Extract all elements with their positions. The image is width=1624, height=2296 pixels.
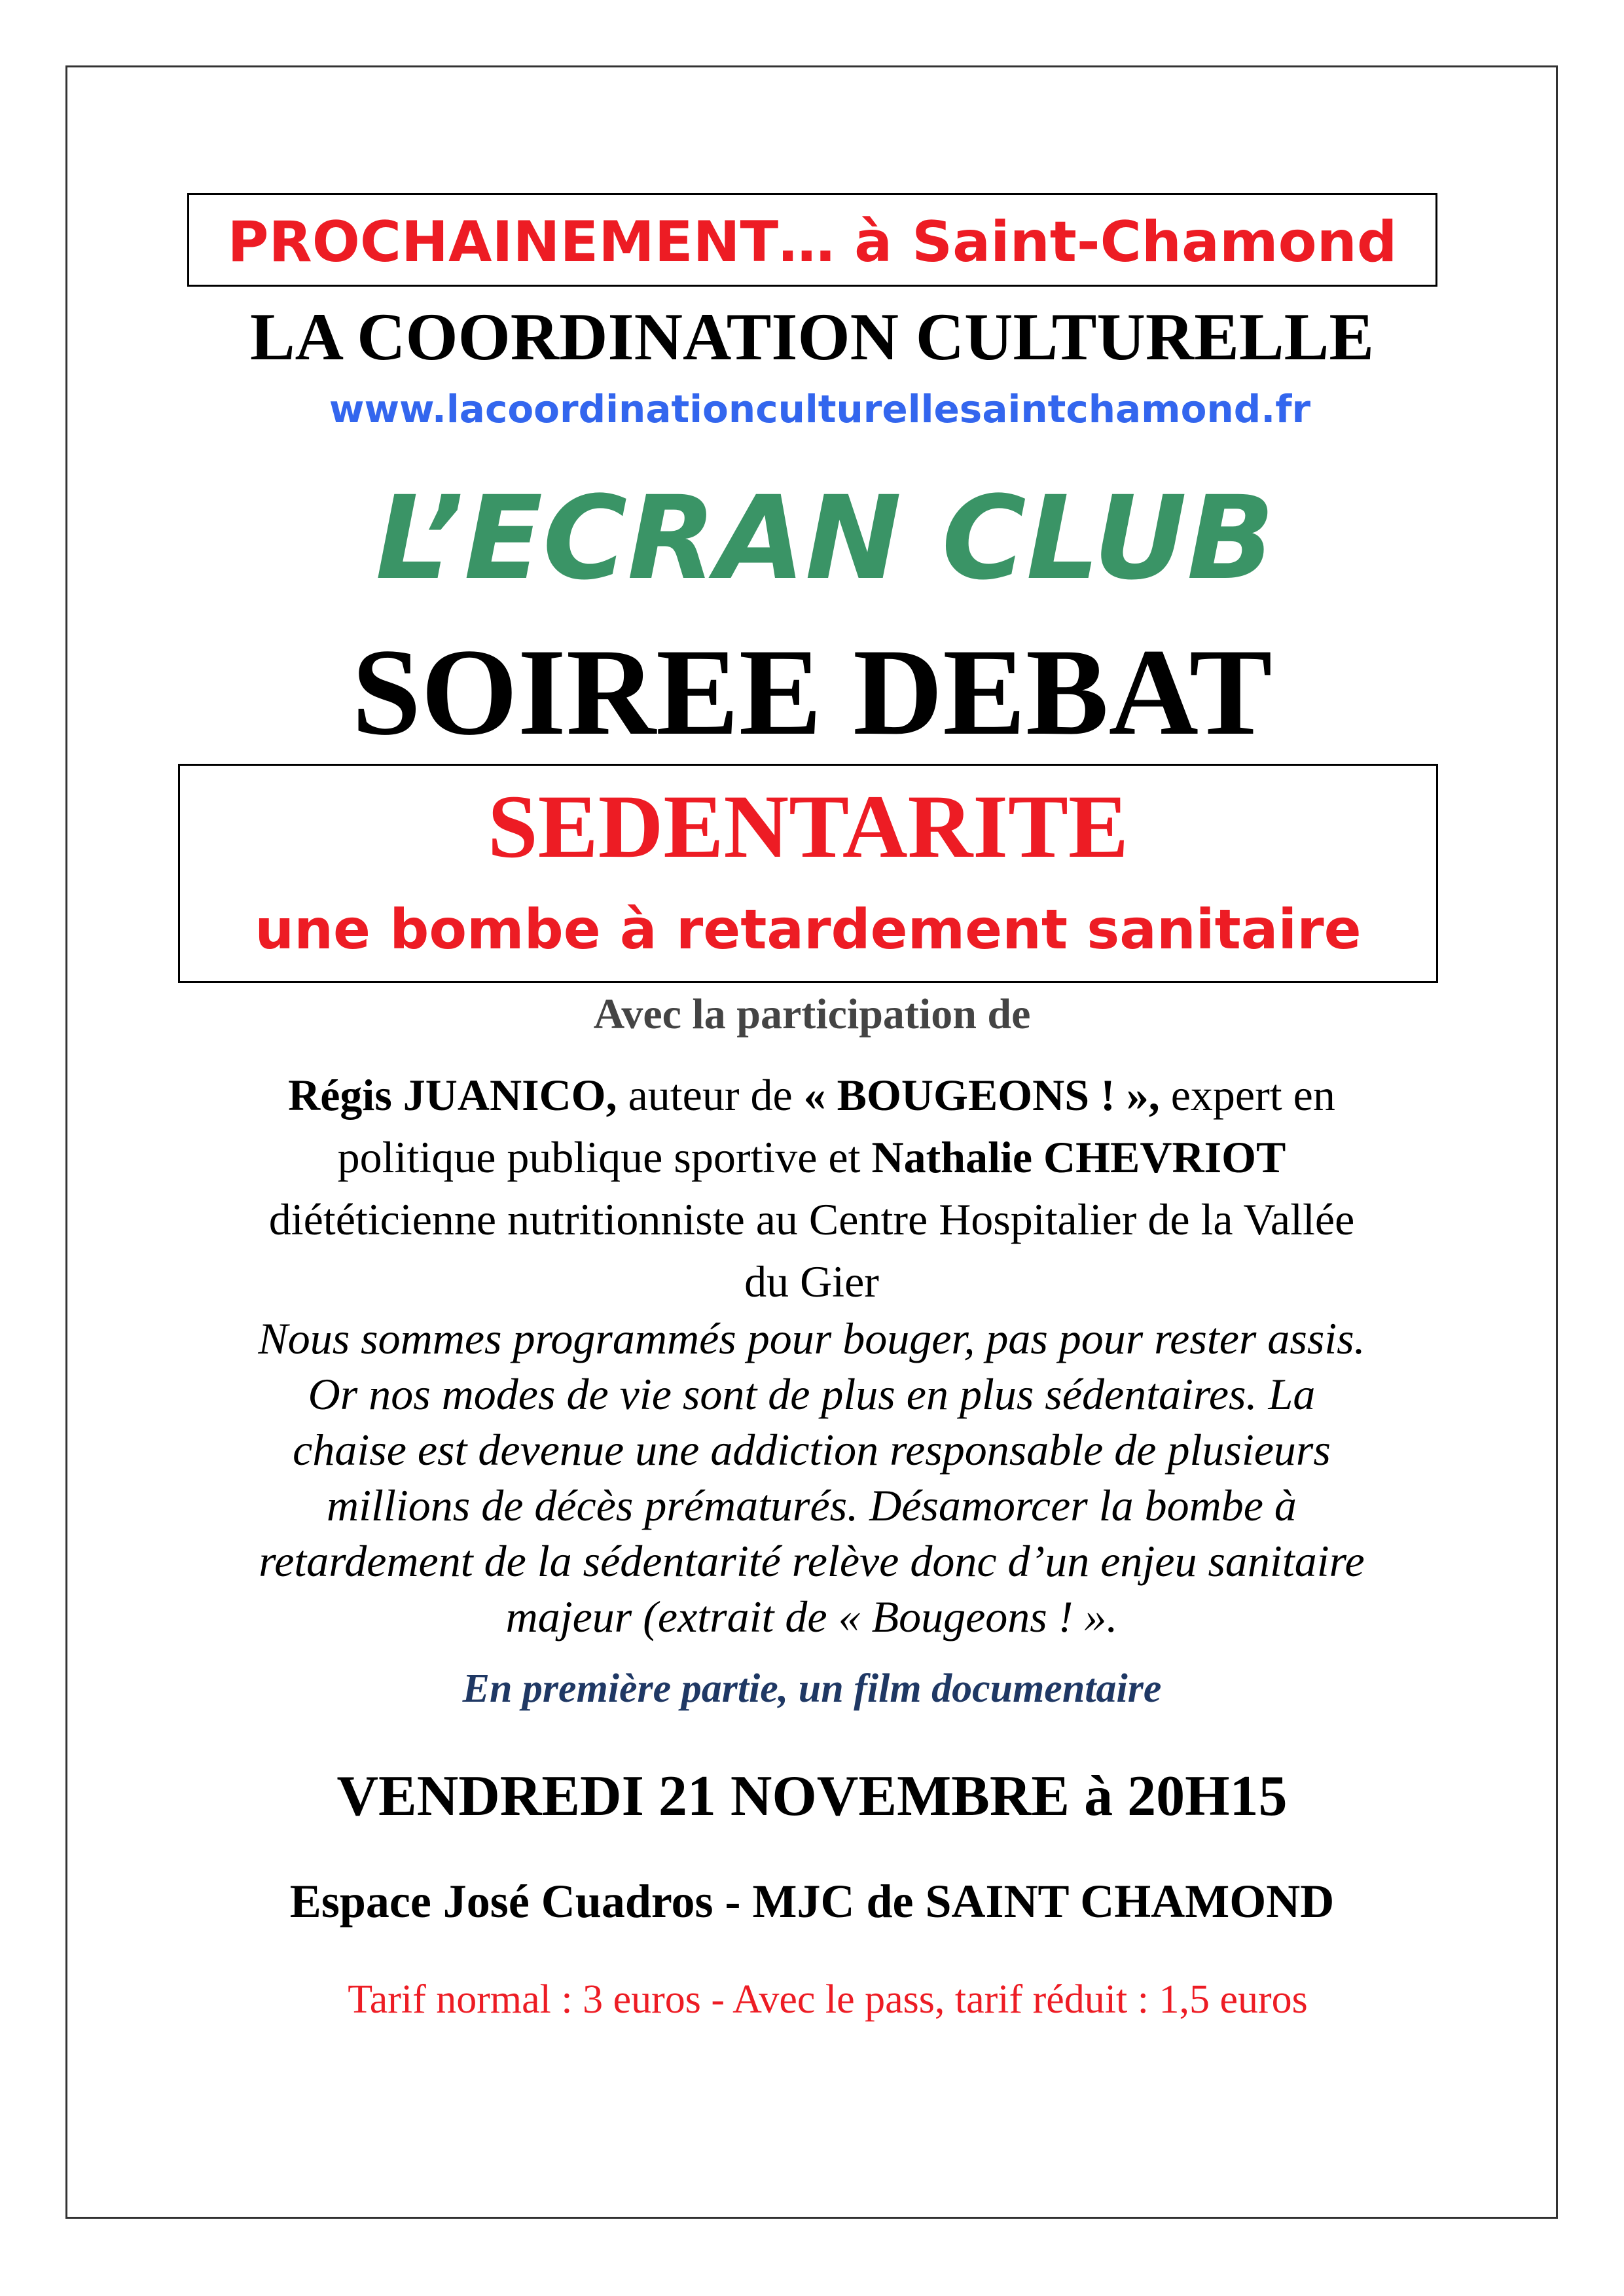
quote-line: retardement de la sédentarité relève donc d’un enjeu sanitaire (259, 1536, 1365, 1586)
announcement-text: PROCHAINEMENT… à Saint-Chamond (227, 209, 1398, 275)
quote-line: majeur (extrait de « Bougeons ! ». (505, 1592, 1118, 1641)
participants-line (183, 1126, 1440, 1189)
topic-subtitle: une bombe à retardement sanitaire (255, 897, 1362, 961)
website-link[interactable]: www.lacoordinationculturellesaintchamond.fr (329, 387, 1311, 431)
event-datetime: VENDREDI 21 NOVEMBRE à 20H15 (336, 1765, 1288, 1828)
event-venue: Espace José Cuadros - MJC de SAINT CHAMOND (289, 1875, 1335, 1928)
event-type: SOIREE DEBAT (352, 624, 1272, 761)
participants-block (183, 1064, 1440, 1313)
organization-name: LA COORDINATION CULTURELLE (249, 300, 1375, 374)
quote-line: Nous sommes programmés pour bouger, pas pour rester assis. (258, 1314, 1365, 1363)
quote-line: chaise est devenue une addiction responsable de plusieurs (293, 1425, 1331, 1475)
quote-line: Or nos modes de vie sont de plus en plus sédentaires. La (308, 1369, 1316, 1419)
speaker2-role-part1: diététicienne nutritionniste au Centre Hospitalier de la Vallée (268, 1194, 1355, 1244)
author-label: auteur de (617, 1070, 804, 1120)
quote-line: millions de décès prématurés. Désamorcer la bombe à (327, 1480, 1297, 1530)
participants-line (183, 1064, 1440, 1126)
participation-intro: Avec la participation de (593, 990, 1031, 1038)
speaker1-role-part2: politique publique sportive et (337, 1132, 872, 1182)
announcement-box (187, 193, 1437, 287)
book-title: « BOUGEONS ! », (803, 1070, 1160, 1120)
speaker1-role-part1: expert en (1159, 1070, 1335, 1120)
topic-title: SEDENTARITE (487, 776, 1129, 876)
series-title: L’ECRAN CLUB (375, 471, 1275, 605)
speaker1-name: Régis JUANICO, (288, 1070, 617, 1120)
speaker2-role-part2: du Gier (744, 1257, 879, 1306)
topic-box (178, 764, 1438, 983)
pricing-info: Tarif normal : 3 euros - Avec le pass, tarif réduit : 1,5 euros (348, 1977, 1308, 2022)
book-quote (170, 1311, 1453, 1645)
first-part-note: En première partie, un film documentaire (462, 1666, 1162, 1711)
speaker2-name: Nathalie CHEVRIOT (871, 1132, 1286, 1182)
